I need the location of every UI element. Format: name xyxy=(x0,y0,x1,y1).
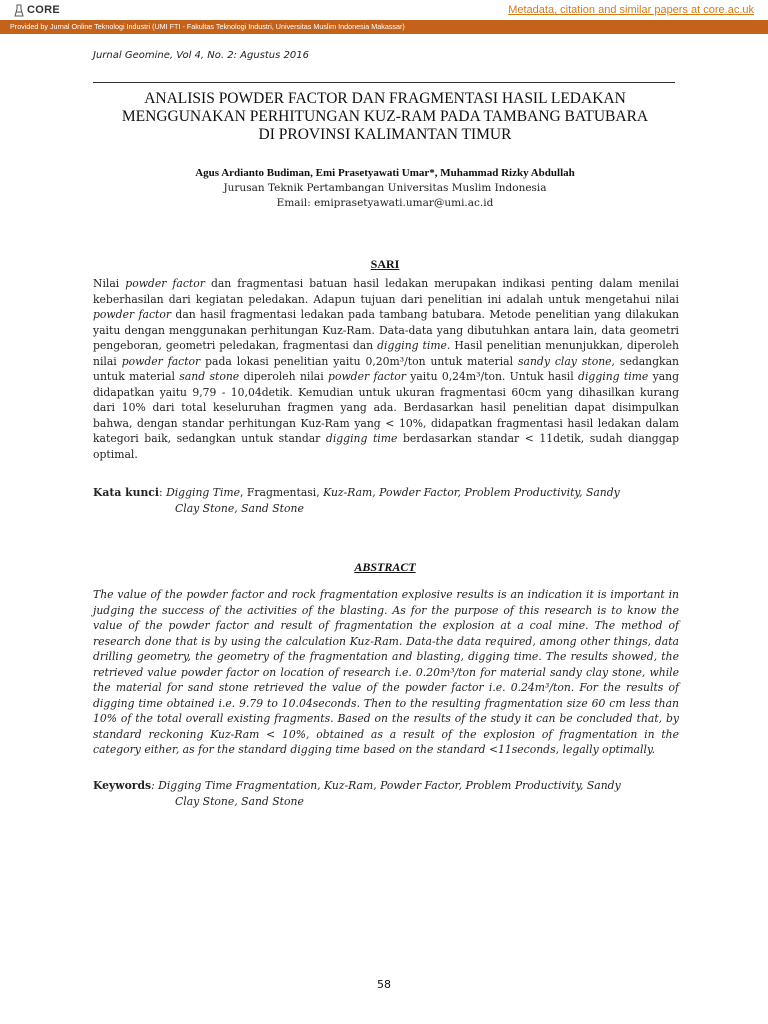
keywords-line-1: : Digging Time Fragmentation, Kuz-Ram, Powder Factor, Problem Productivity, Sandy xyxy=(151,779,621,792)
kata-kunci-terms xyxy=(159,486,620,499)
provided-by-banner xyxy=(0,20,768,34)
author-list: Agus Ardianto Budiman, Emi Prasetyawati Umar*, Muhammad Rizky Abdullah xyxy=(195,167,575,179)
core-logo-text: CORE xyxy=(27,4,60,16)
sari-text-run: , sedangkan untuk material xyxy=(93,354,679,383)
sari-text-run: yaitu 0,24m³/ton. Untuk hasil xyxy=(405,370,579,383)
sari-heading: SARI xyxy=(370,257,400,271)
kata-kunci-text-run: , Fragmentasi, xyxy=(240,486,324,499)
core-metadata-link[interactable]: Metadata, citation and similar papers at core.ac.uk xyxy=(508,4,754,16)
author-affiliation: Jurusan Teknik Pertambangan Universitas Muslim Indonesia xyxy=(223,182,547,194)
sari-text-run: digging time xyxy=(377,339,447,352)
paper-title xyxy=(80,90,690,144)
page-number: 58 xyxy=(377,978,391,991)
provided-by-text[interactable]: Provided by Jurnal Online Teknologi Industri (UMI FTI - Fakultas Teknologi Industri, Universitas Muslim Indonesia Makassar) xyxy=(10,22,405,31)
kata-kunci-line-2: Clay Stone, Sand Stone xyxy=(175,501,304,515)
keywords xyxy=(93,778,679,809)
sari-text-run: powder factor xyxy=(328,370,406,383)
core-logo[interactable] xyxy=(14,2,60,18)
abstract-heading: ABSTRACT xyxy=(354,560,416,574)
sari-text-run: digging time xyxy=(325,432,398,445)
sari-text-run: powder factor xyxy=(125,277,205,290)
kata-kunci-text-run: Kuz-Ram, Powder Factor, Problem Productivity, Sandy xyxy=(323,486,620,499)
sari-text-run: . Hasil penelitian menunjukkan, diperoleh nilai xyxy=(93,339,680,368)
sari-paragraph xyxy=(93,276,679,462)
abstract-paragraph: The value of the powder factor and rock fragmentation explosive results is an indication it is important in judging the success of the activities of the blasting. As for the purpose of this research is to know the value of the powder factor and result of fragmentation the explosion at a coal mine. The method of research done that is by using the calculation Kuz-Ram. Data-the data required, among other things, data drilling geometry, the geometry of the fragmentation and blasting, digging time. The results showed, the retrieved value powder factor on location of research i.e. 0.20m³/ton for material sandy clay stone, while the material for sand stone retrieved the value of the powder factor i.e. 0.24m³/ton. For the results of digging time obtained i.e. 9.79 to 10.04seconds. Then to the resulting fragmentation size 60 cm less than 10% of the total overall existing fragments. Based on the results of the study it can be concluded that, by standard reckoning Kuz-Ram < 10%, obtained as a result of the explosion of fragmentation in the category either, as for the standard digging time based on the standard <11seconds, legally optimally. xyxy=(93,588,679,756)
title-line-1: ANALISIS POWDER FACTOR DAN FRAGMENTASI HASIL LEDAKAN xyxy=(144,90,626,107)
sari-text-run: dan hasil fragmentasi ledakan pada tambang batubara. Metode penelitian yang dilakukan yaitu dengan menggunakan perhitungan Kuz-Ram. Data-data yang dibutuhkan antara lain, data geometri pengeboran, geometri peledakan, fragmentasi dan xyxy=(93,308,679,352)
sari-text-run: sandy clay stone xyxy=(517,354,612,368)
sari-text-run: dan fragmentasi batuan hasil ledakan merupakan indikasi penting dalam menilai keberhasilan dari kegiatan peledakan. Adapun tujuan dari penelitian ini adalah untuk mengetahui nilai xyxy=(93,277,679,306)
sari-text-run: diperoleh nilai xyxy=(239,370,329,383)
sari-text-run: berdasarkan standar < 11detik, sudah dianggap optimal. xyxy=(93,432,679,461)
header-divider xyxy=(93,82,675,83)
sari-text-run: powder factor xyxy=(93,308,172,321)
keywords-line-2: Clay Stone, Sand Stone xyxy=(175,794,304,808)
kata-kunci-text-run: : xyxy=(158,486,167,499)
title-line-2: MENGGUNAKAN PERHITUNGAN KUZ-RAM PADA TAMBANG BATUBARA xyxy=(121,108,649,125)
sari-text-run: digging time xyxy=(578,370,649,383)
core-header-bar xyxy=(0,0,768,20)
sari-text-run: pada lokasi penelitian yaitu 0,20m³/ton untuk material xyxy=(200,354,518,368)
kata-kunci xyxy=(93,485,679,516)
author-email: Email: emiprasetyawati.umar@umi.ac.id xyxy=(276,197,494,209)
title-line-3: DI PROVINSI KALIMANTAN TIMUR xyxy=(258,126,512,143)
sari-text-run: sand stone xyxy=(179,370,240,383)
sari-text-run: powder factor xyxy=(121,354,201,368)
journal-citation: Jurnal Geomine, Vol 4, No. 2: Agustus 2016 xyxy=(93,50,309,61)
kata-kunci-label: Kata kunci xyxy=(93,486,159,499)
sari-text-run: Nilai xyxy=(93,277,126,290)
sari-text-run: yang didapatkan yaitu 9,79 - 10,04detik. Kemudian untuk ukuran fragmentasi 60cm yang dihasilkan kurang dari 10% dari total keseluruhan fragmen yang ada. Berdasarkan hasil penelitian dapat disimpulkan bahwa, dengan standar perhitungan Kuz-Ram yang < 10%, didapatkan fragmentasi hasil ledakan dalam kategori baik, sedangkan untuk standar xyxy=(93,370,680,445)
kata-kunci-text-run: Digging Time xyxy=(166,486,241,499)
keywords-label: Keywords xyxy=(93,779,152,792)
core-logo-icon xyxy=(14,4,24,17)
